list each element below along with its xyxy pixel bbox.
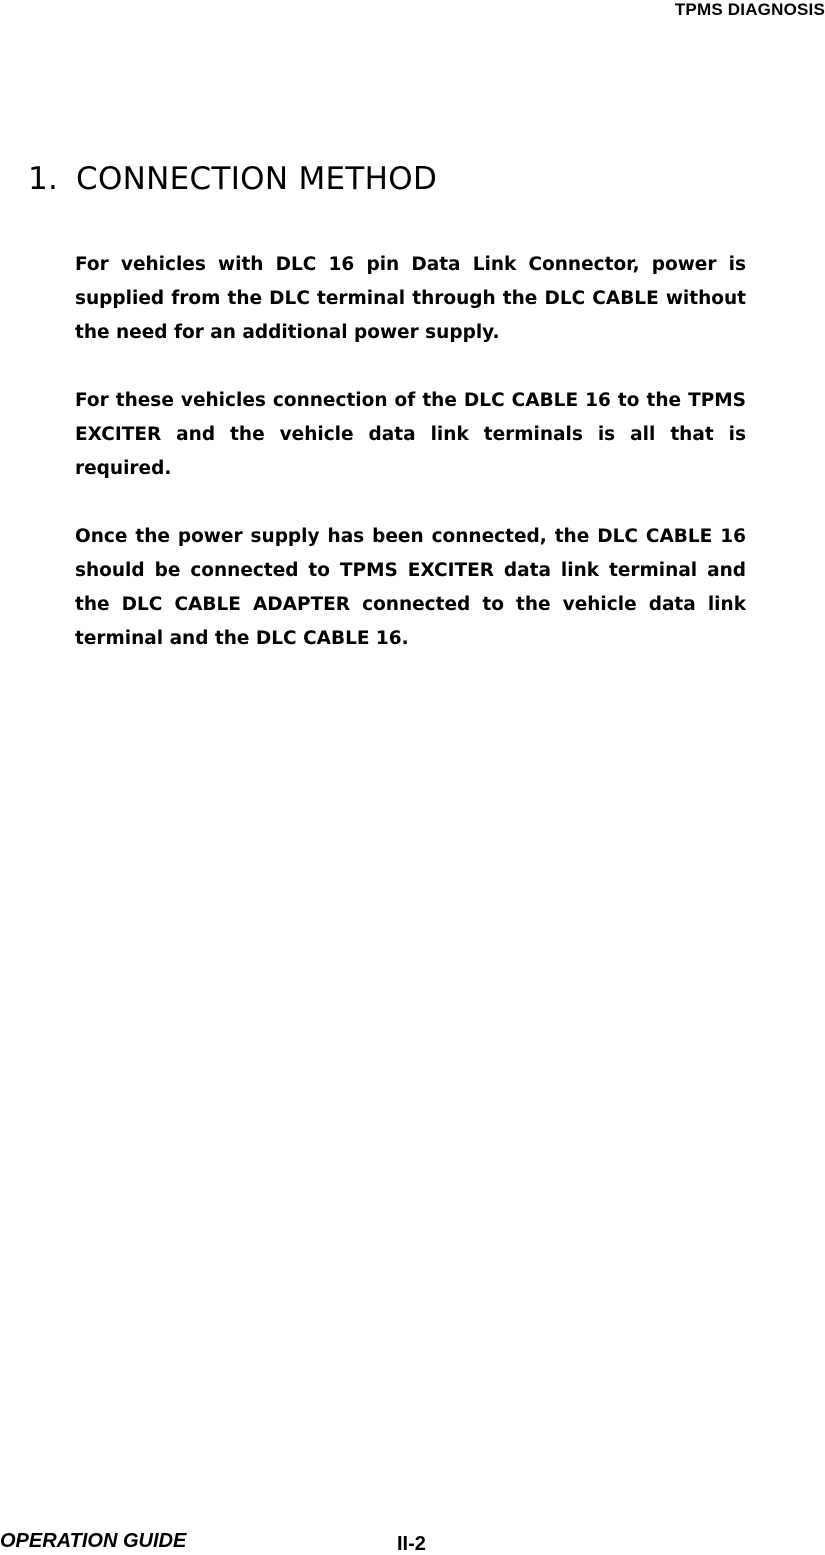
- section-number: 1.: [28, 161, 59, 197]
- section-title-text: CONNECTION METHOD: [76, 161, 438, 197]
- paragraph-connection-sequence: Once the power supply has been connected, the DLC CABLE 16 should be connected to TPMS EXCITER data link terminal and the DLC CABLE ADAPTER connected to the vehicle data link terminal and the DLC CABLE 16.: [75, 526, 746, 649]
- running-header-title: TPMS DIAGNOSIS: [674, 0, 825, 19]
- paragraph-power-supply: For vehicles with DLC 16 pin Data Link Connector, power is supplied from the DLC terminal through the DLC CABLE without the need for an additional power supply.: [75, 254, 746, 343]
- section-title: [28, 160, 437, 198]
- footer-guide-name: OPERATION GUIDE: [0, 1530, 187, 1552]
- section-body: [75, 248, 746, 690]
- footer-page-number: II-2: [397, 1533, 426, 1555]
- paragraph-connection-requirements: For these vehicles connection of the DLC CABLE 16 to the TPMS EXCITER and the vehicle data link terminals is all that is required.: [75, 390, 746, 479]
